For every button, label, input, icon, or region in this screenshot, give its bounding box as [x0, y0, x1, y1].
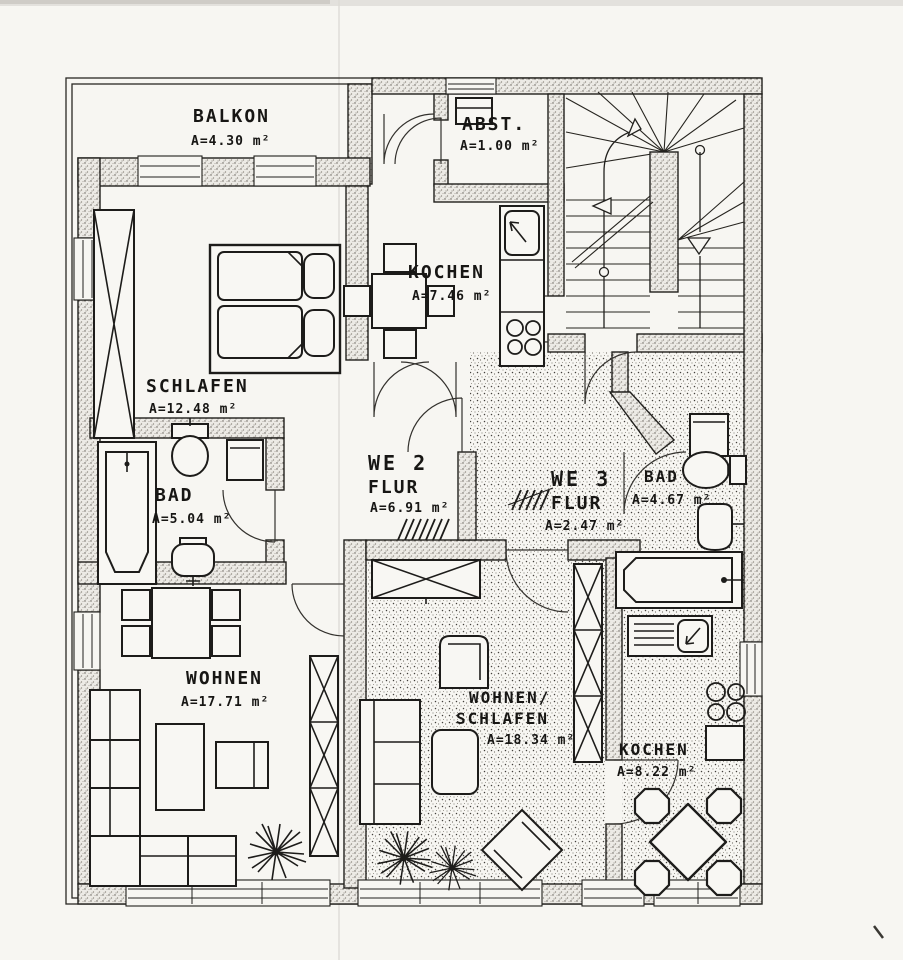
label-abst: ABST.: [462, 114, 527, 135]
label-flur-we3: FLUR: [551, 493, 603, 514]
wall-bad2-right-lower: [266, 540, 284, 564]
area-wohnen: A=17.71 m²: [181, 695, 270, 710]
wall-abst-bottom: [434, 184, 564, 202]
label-bad-we3: BAD: [644, 467, 679, 486]
kitchen-counter: [628, 616, 712, 656]
wall-right-upper: [744, 94, 762, 642]
wall-right-lower: [744, 696, 762, 884]
wall-stair-kitchen: [548, 94, 564, 296]
area-abst: A=1.00 m²: [460, 139, 540, 154]
wall-top: [372, 78, 762, 94]
scan-speck: [874, 926, 883, 938]
wall-flur-divider: [458, 452, 476, 540]
double-bed: [210, 245, 340, 373]
label-wohnen-schlafen-1: WOHNEN/: [469, 688, 551, 707]
window: [446, 78, 496, 94]
pillow: [304, 254, 334, 298]
toilet: [683, 452, 746, 488]
coffee-table: [432, 730, 478, 794]
dining-table-group: [122, 588, 240, 658]
label-balkon: BALKON: [193, 106, 271, 127]
kochen-we2-furniture: [344, 206, 544, 366]
area-schlafen: A=12.48 m²: [149, 402, 238, 417]
coffee-table: [156, 724, 204, 810]
wall-kochen3-left-lower: [606, 824, 622, 888]
kitchen-sink: [505, 211, 539, 255]
round-table-group: [635, 789, 741, 895]
sofa: [360, 700, 420, 824]
window: [254, 156, 316, 186]
window: [138, 156, 202, 186]
label-unit-we2: WE 2: [368, 451, 429, 475]
door-kochen2-left: [374, 362, 429, 417]
area-wohnen-schlafen: A=18.34 m²: [487, 733, 576, 748]
door-balcony: [384, 114, 434, 164]
label-wohnen: WOHNEN: [186, 668, 264, 689]
kitchen-counter: [500, 206, 544, 366]
label-kochen-we2: KOCHEN: [408, 262, 486, 283]
wall-under-balcony: [78, 158, 370, 186]
label-wohnen-schlafen-2: SCHLAFEN: [456, 709, 550, 728]
wardrobe: [372, 560, 480, 604]
wohnen-furniture: [90, 588, 338, 886]
area-flur-we3: A=2.47 m²: [545, 519, 625, 534]
plant: [248, 824, 306, 880]
wall-bad2-right-upper: [266, 438, 284, 490]
area-flur-we2: A=6.91 m²: [370, 501, 450, 516]
area-balkon: A=4.30 m²: [191, 134, 271, 149]
wall-ws-top-left: [366, 540, 506, 560]
tall-cupboard: [574, 564, 602, 762]
wall-schlafen-kochen: [346, 186, 368, 360]
label-kochen-we3: KOCHEN: [619, 740, 689, 759]
stair-newel-wall: [650, 152, 678, 292]
window: [74, 612, 100, 670]
door-kochen2-right: [401, 362, 456, 417]
wall-abst-left-upper: [434, 94, 448, 120]
pillow: [304, 310, 334, 356]
armchair: [216, 742, 268, 788]
label-unit-we3: WE 3: [551, 467, 612, 491]
area-bad-we3: A=4.67 m²: [632, 493, 712, 508]
wall-stair-bottom-left: [548, 334, 585, 352]
area-kochen-we3: A=8.22 m²: [617, 765, 697, 780]
door-wohnen: [292, 584, 344, 636]
washing-machine: [690, 414, 728, 456]
bathroom-sink: [172, 418, 208, 476]
wall-bad3-stub: [612, 352, 628, 396]
hatch-symbol-we2-flur: [398, 519, 449, 540]
shelf-unit: [310, 656, 338, 856]
label-bad-we2: BAD: [155, 485, 194, 506]
area-bad-we2: A=5.04 m²: [152, 512, 232, 527]
label-schlafen: SCHLAFEN: [146, 376, 249, 397]
bathtub: [616, 552, 744, 608]
area-kochen-we2: A=7.46 m²: [412, 289, 492, 304]
label-flur-we2: FLUR: [368, 477, 420, 498]
staircase: [566, 92, 744, 328]
wall-stair-bottom-right: [637, 334, 762, 352]
armchair: [440, 636, 488, 688]
washing-machine: [227, 440, 263, 480]
bathtub: [98, 442, 156, 584]
wardrobe: [94, 210, 134, 438]
door-flur-divider: [408, 398, 462, 452]
